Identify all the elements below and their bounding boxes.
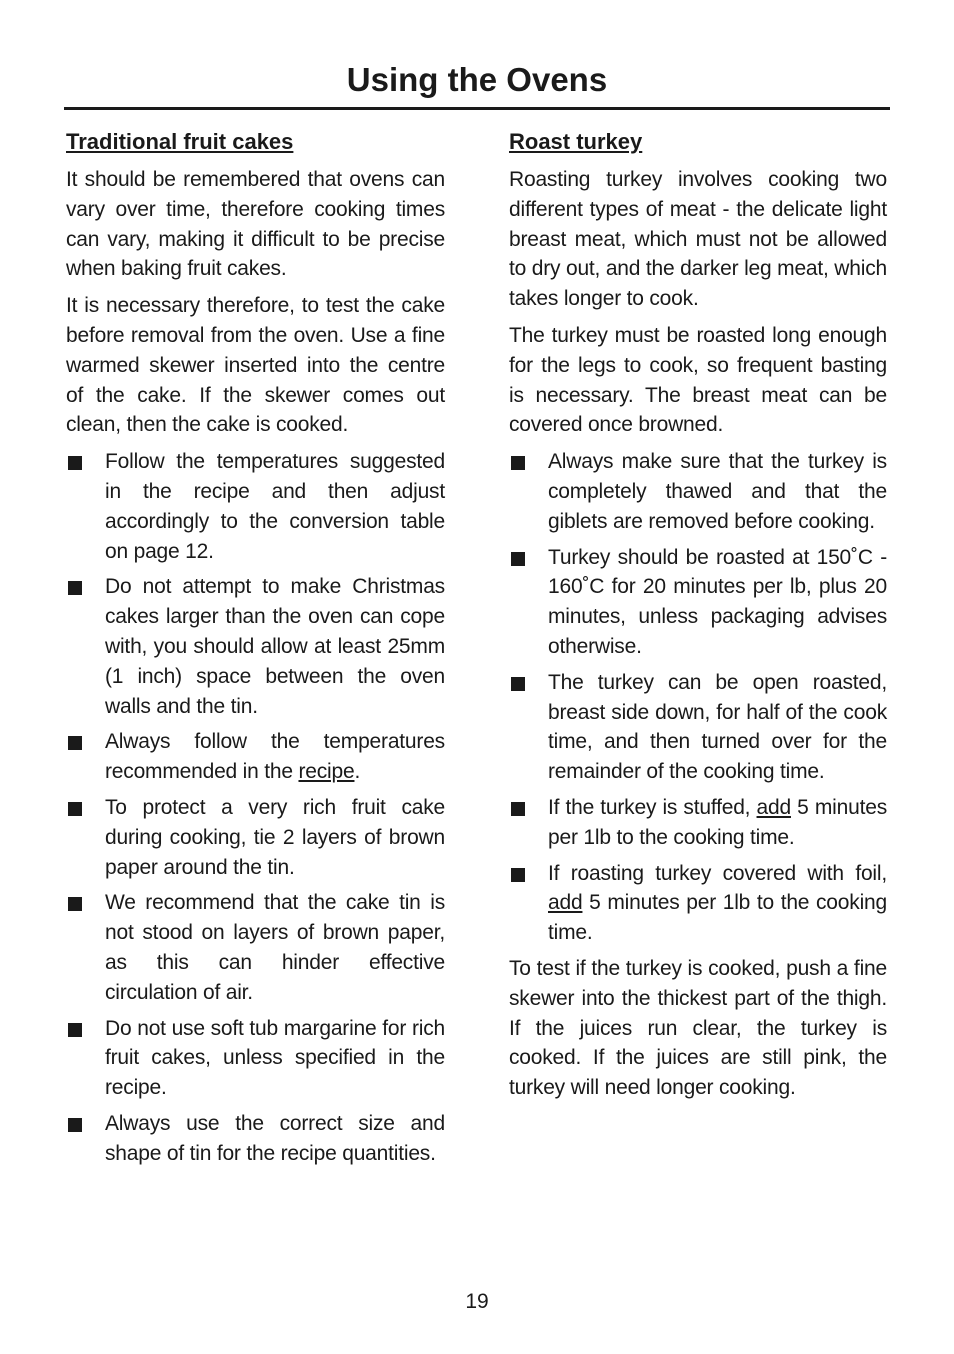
square-bullet-icon [511, 868, 525, 882]
underlined-word: recipe [298, 760, 355, 784]
underlined-word: add [548, 891, 583, 915]
closing-paragraph: To test if the turkey is cooked, push a fine skewer into the thickest part of the thigh. If the juices run clear, the turkey is cooked. If the juices are still pink, the turkey will need longer cooking. [509, 956, 887, 1100]
square-bullet-icon [68, 1118, 82, 1132]
bullet-item [66, 888, 445, 1007]
bullet-text: Always make sure that the turkey is completely thawed and that the giblets are removed before cooking. [548, 450, 887, 533]
bullet-item [509, 668, 887, 787]
square-bullet-icon [68, 456, 82, 470]
square-bullet-icon [68, 581, 82, 595]
square-bullet-icon [68, 897, 82, 911]
square-bullet-icon [68, 802, 82, 816]
bullet-item [509, 447, 887, 536]
bullet-text: To protect a very rich fruit cake during cooking, tie 2 layers of brown paper around the tin. [105, 795, 445, 879]
paragraph: The turkey must be roasted long enough for the legs to cook, so frequent basting is necessary. The breast meat can be covered once browned. [509, 323, 887, 437]
bullet-item [509, 543, 887, 662]
bullet-list [66, 447, 445, 1168]
bullet-text-end: . [354, 760, 361, 784]
page-title: Using the Ovens [346, 61, 608, 98]
right-column [509, 125, 887, 1110]
bullet-text: Do not attempt to make Christmas cakes larger than the oven can cope with, you should allow at least 25mm (1 inch) space between the oven walls and the tin. [105, 575, 445, 718]
bullet-text: The turkey can be open roasted, breast side down, for half of the cook time, and then turned over for the remainder of the cooking time. [548, 670, 887, 784]
square-bullet-icon [68, 736, 82, 750]
bullet-text: Always follow the temperatures recommended in the [105, 730, 445, 784]
bullet-text: Do not use soft tub margarine for rich fruit cakes, unless specified in the recipe. [105, 1016, 445, 1100]
bullet-text: We recommend that the cake tin is not stood on layers of brown paper, as this can hinder effective circulation of air. [105, 891, 445, 1004]
bullet-item [66, 727, 445, 787]
bullet-item [66, 572, 445, 721]
bullet-text: Always use the correct size and shape of tin for the recipe quantities. [105, 1111, 445, 1165]
bullet-item [66, 1014, 445, 1103]
bullet-item [66, 1109, 445, 1169]
section-heading-fruit-cakes: Traditional fruit cakes [66, 129, 294, 154]
bullet-text: Turkey should be roasted at 150˚C - 160˚C for 20 minutes per lb, plus 20 minutes, unless packaging advises otherwise. [548, 545, 887, 658]
bullet-text-end: 5 minutes per 1lb to the cooking time. [548, 795, 887, 849]
underlined-word: add [756, 795, 791, 819]
bullet-item [509, 793, 887, 853]
paragraph: Roasting turkey involves cooking two different types of meat - the delicate light breast meat, which must not be allowed to dry out, and the darker leg meat, which takes longer to cook. [509, 168, 887, 311]
paragraph: It should be remembered that ovens can vary over time, therefore cooking times can vary, making it difficult to be precise when baking fruit cakes. [66, 168, 445, 281]
section-heading-roast-turkey: Roast turkey [509, 129, 643, 154]
left-column [66, 125, 445, 1175]
paragraph: It is necessary therefore, to test the cake before removal from the oven. Use a fine warmed skewer inserted into the centre of the cake. If the skewer comes out clean, then the cake is cooked. [66, 294, 445, 437]
bullet-item [509, 859, 887, 948]
bullet-text: Follow the temperatures suggested in the recipe and then adjust accordingly to the conversion table on page 12. [105, 450, 445, 563]
bullet-item [66, 447, 445, 566]
square-bullet-icon [511, 802, 525, 816]
bullet-text: If roasting turkey covered with foil, [548, 861, 887, 885]
square-bullet-icon [511, 552, 525, 566]
title-divider [64, 107, 890, 110]
square-bullet-icon [511, 677, 525, 691]
square-bullet-icon [511, 456, 525, 470]
bullet-list [509, 447, 887, 948]
page-number: 19 [465, 1290, 489, 1313]
bullet-item [66, 793, 445, 882]
bullet-text: If the turkey is stuffed, [548, 795, 757, 819]
bullet-text-end: 5 minutes per 1lb to the cooking time. [548, 891, 887, 945]
square-bullet-icon [68, 1023, 82, 1037]
